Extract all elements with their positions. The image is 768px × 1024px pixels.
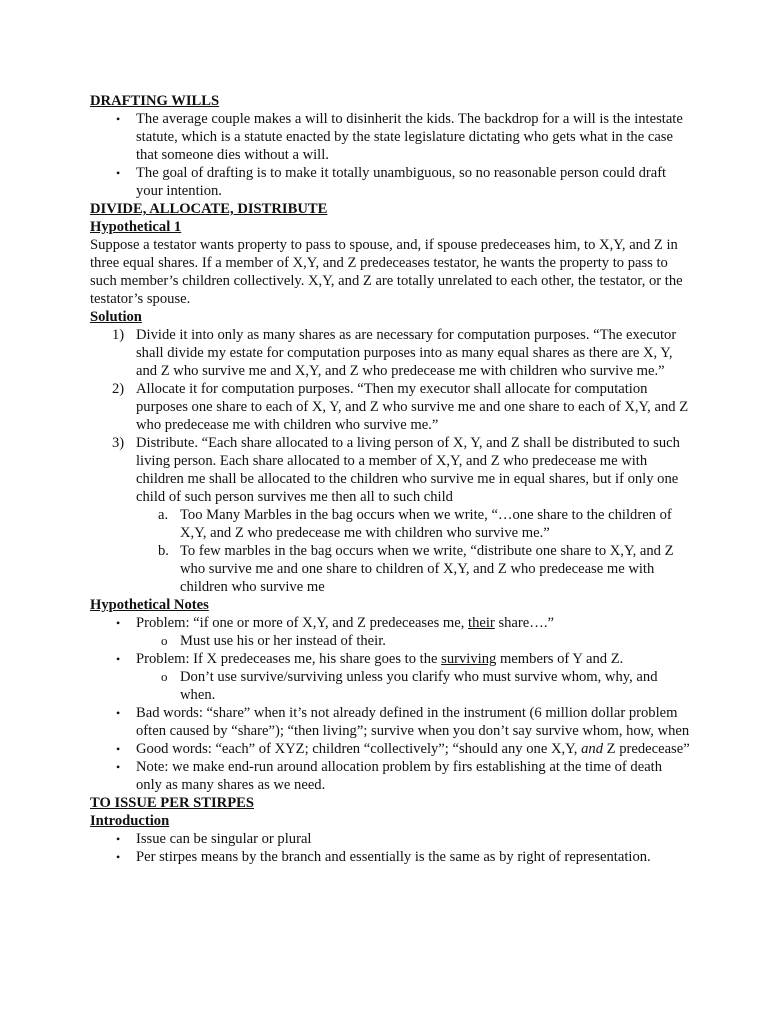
list-item [90, 830, 690, 848]
hypothetical-notes-list [90, 614, 690, 794]
list-item-text: Too Many Marbles in the bag occurs when we write, “…one share to the children of X,Y, and Z who predecease me with children who survive me.” [180, 507, 672, 541]
list-item-text: The average couple makes a will to disinherit the kids. The backdrop for a will is the intestate statute, which is a statute enacted by the state legislature dictating who gets what in the case that someone dies without a will. [136, 111, 683, 163]
list-item [90, 326, 690, 380]
heading-divide-allocate-distribute: DIVIDE, ALLOCATE, DISTRIBUTE [90, 201, 328, 217]
list-item [90, 380, 690, 434]
heading-solution: Solution [90, 309, 142, 325]
sub-step-letter: b. [158, 543, 169, 559]
sub-steps [136, 506, 690, 596]
heading-introduction: Introduction [90, 813, 170, 829]
list-item [90, 110, 690, 164]
drafting-wills-list [90, 110, 690, 200]
note-text-pre: Problem: “if one or more of X,Y, and Z predeceases me, [136, 615, 469, 631]
note-text-underlined: surviving [441, 651, 497, 667]
list-item-text: To few marbles in the bag occurs when we write, “distribute one share to X,Y, and Z who survive me and one share to children of X,Y, and Z who predecease me with children who survive me [180, 543, 674, 595]
document-page [90, 92, 690, 866]
list-item-text: Issue can be singular or plural [136, 831, 312, 847]
hypothetical-1-text: Suppose a testator wants property to pass to spouse, and, if spouse predeceases him, to X,Y, and Z in three equal shares. If a member of X,Y, and Z predeceases testator, he wants the property to pass to such member’s children collectively. X,Y, and Z are totally unrelated to each other, the testator, or the testator’s spouse. [90, 237, 683, 307]
list-item [90, 758, 690, 794]
list-item [90, 848, 690, 866]
note-text-post: members of Y and Z. [496, 651, 624, 667]
sub-bullet-icon: o [161, 669, 168, 684]
step-number: 3) [112, 435, 125, 451]
solution-steps [90, 326, 690, 596]
note-text-pre: Problem: If X predeceases me, his share goes to the [136, 651, 442, 667]
list-item-text: The goal of drafting is to make it totally unambiguous, so no reasonable person could draft your intention. [136, 165, 667, 199]
list-item-text: Divide it into only as many shares as are necessary for computation purposes. “The executor shall divide my estate for computation purposes into as many equal shares as there are X, Y, and Z who survive me and X,Y, and Z who predecease me with children who survive me.” [136, 327, 677, 379]
list-item [90, 506, 690, 542]
note-text-emphasis: and [581, 741, 603, 757]
list-item-text: Distribute. “Each share allocated to a living person of X, Y, and Z shall be distributed to such living person. Each share allocated to a member of X,Y, and Z who predecease me with children me shall be allocated to the children who survive me in equal shares, but if only one child of such person survives me then all to such child [136, 435, 680, 505]
list-item [90, 740, 690, 758]
bullet-icon: • [116, 760, 121, 774]
bullet-icon: • [116, 652, 121, 666]
list-item [90, 704, 690, 740]
list-item-text: Per stirpes means by the branch and essentially is the same as by right of representation. [136, 849, 651, 865]
heading-hypothetical-notes: Hypothetical Notes [90, 597, 209, 613]
bullet-icon: • [116, 166, 121, 180]
list-item-text: Must use his or her instead of their. [180, 633, 386, 649]
sub-step-letter: a. [158, 507, 169, 523]
introduction-list [90, 830, 690, 866]
list-item [90, 632, 690, 650]
note-text-pre: Good words: “each” of XYZ; children “collectively”; “should any one X,Y, [136, 741, 582, 757]
sub-bullet-icon: o [161, 633, 168, 648]
bullet-icon: • [116, 706, 121, 720]
list-item [90, 668, 690, 704]
heading-drafting-wills: DRAFTING WILLS [90, 93, 220, 109]
bullet-icon: • [116, 112, 121, 126]
step-number: 2) [112, 381, 125, 397]
list-item [90, 542, 690, 596]
list-item [90, 164, 690, 200]
heading-hypothetical-1: Hypothetical 1 [90, 219, 182, 235]
bullet-icon: • [116, 742, 121, 756]
heading-to-issue-per-stirpes: TO ISSUE PER STIRPES [90, 795, 254, 811]
list-item-text: Note: we make end-run around allocation problem by firs establishing at the time of death only as many shares as we need. [136, 759, 663, 793]
list-item [90, 650, 690, 704]
list-item [90, 434, 690, 596]
list-item-text: Bad words: “share” when it’s not already defined in the instrument (6 million dollar problem often caused by “share”); “then living”; survive when you don’t say survive whom, how, when [136, 705, 690, 739]
note-text-post: Z predecease” [603, 741, 690, 757]
note-text-underlined: their [468, 615, 495, 631]
bullet-icon: • [116, 832, 121, 846]
bullet-icon: • [116, 850, 121, 864]
sub-list [136, 668, 690, 704]
list-item [90, 614, 690, 650]
list-item-text: Don’t use survive/surviving unless you clarify who must survive whom, why, and when. [180, 669, 658, 703]
step-number: 1) [112, 327, 125, 343]
list-item-text: Allocate it for computation purposes. “Then my executor shall allocate for computation purposes one share to each of X, Y, and Z who survive me and one share to each of X,Y, and Z who predecease me with children who survive me.” [136, 381, 689, 433]
bullet-icon: • [116, 616, 121, 630]
note-text-post: share….” [494, 615, 554, 631]
sub-list [136, 632, 690, 650]
